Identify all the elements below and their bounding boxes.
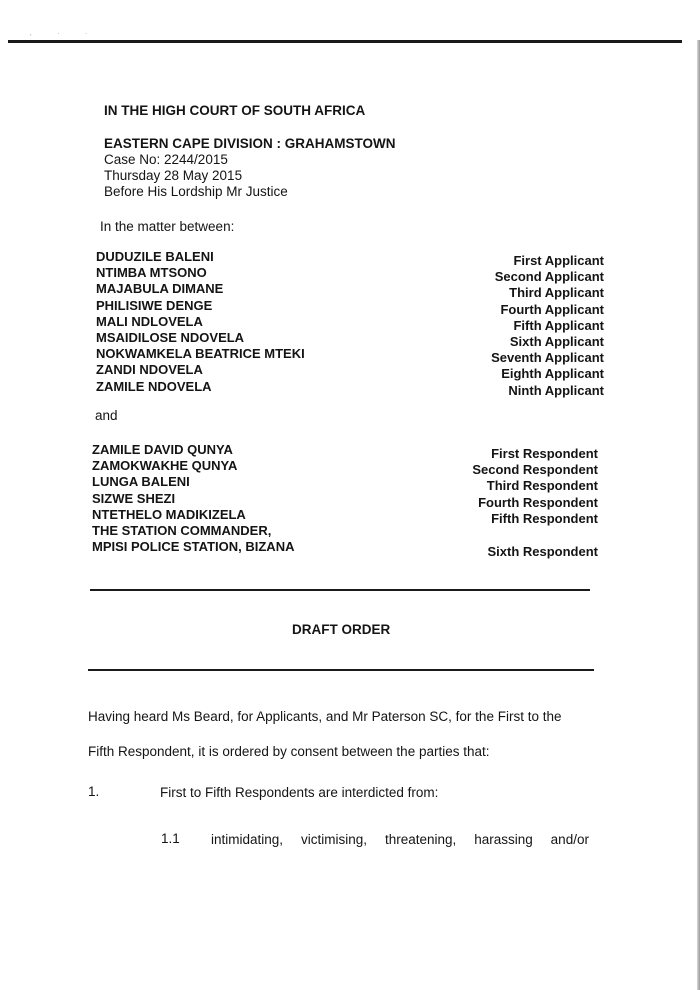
respondent-role: First Respondent xyxy=(491,446,598,461)
respondent-role: Second Respondent xyxy=(472,462,598,478)
applicants-names xyxy=(96,249,305,395)
applicant-name: DUDUZILE BALENI xyxy=(96,249,214,264)
applicant-name: PHILISIWE DENGE xyxy=(96,297,213,313)
applicant-role: Third Applicant xyxy=(509,285,604,301)
item-1-1-word: intimidating, xyxy=(211,832,284,847)
respondent-name: THE STATION COMMANDER, xyxy=(92,523,272,539)
item-1-1-word: harassing xyxy=(474,832,533,847)
applicant-role: Seventh Applicant xyxy=(491,350,604,366)
respondent-role: Fifth Respondent xyxy=(491,510,598,526)
court-name: IN THE HIGH COURT OF SOUTH AFRICA xyxy=(104,103,366,118)
item-1-1-number: 1.1 xyxy=(161,831,180,846)
scan-specks: , · · xyxy=(30,31,99,37)
intro-line-2: Fifth Respondent, it is ordered by consent between the parties that: xyxy=(88,744,490,759)
applicant-name: MSAIDILOSE NDOVELA xyxy=(96,330,245,346)
respondent-name: MPISI POLICE STATION, BIZANA xyxy=(92,539,295,555)
applicant-name: ZAMILE NDOVELA xyxy=(96,378,212,394)
applicant-role: Fourth Applicant xyxy=(500,301,604,317)
item-1-1-text xyxy=(211,832,589,847)
item-1-number: 1. xyxy=(88,784,100,799)
applicant-role: Ninth Applicant xyxy=(508,382,604,398)
respondent-role xyxy=(430,528,598,544)
before-judge: Before His Lordship Mr Justice xyxy=(104,184,288,199)
respondent-role: Fourth Respondent xyxy=(478,494,598,510)
court-division: EASTERN CAPE DIVISION : GRAHAMSTOWN xyxy=(104,136,396,151)
respondents-names xyxy=(92,442,294,555)
item-1-text: First to Fifth Respondents are interdicted from: xyxy=(160,785,439,800)
applicant-name: NOKWAMKELA BEATRICE MTEKI xyxy=(96,346,305,362)
matter-between: In the matter between: xyxy=(100,219,235,234)
item-1-1-word: and/or xyxy=(550,832,589,847)
applicant-name: MAJABULA DIMANE xyxy=(96,281,224,297)
item-1-1-word: victimising, xyxy=(300,832,367,847)
document-title: DRAFT ORDER xyxy=(292,622,391,637)
divider-line-top xyxy=(90,589,590,591)
applicant-name: ZANDI NDOVELA xyxy=(96,362,203,378)
applicant-role: Eighth Applicant xyxy=(501,366,604,382)
applicants-roles xyxy=(440,253,604,399)
respondent-name: ZAMILE DAVID QUNYA xyxy=(92,442,233,457)
respondent-name: ZAMOKWAKHE QUNYA xyxy=(92,458,238,474)
respondents-roles xyxy=(430,446,598,560)
item-1-1-word: threatening, xyxy=(384,832,457,847)
applicant-role: Fifth Applicant xyxy=(513,317,604,333)
divider-line-bottom xyxy=(88,669,594,671)
applicant-role: Second Applicant xyxy=(494,269,604,285)
and-separator: and xyxy=(95,408,118,423)
respondent-name: NTETHELO MADIKIZELA xyxy=(92,506,246,522)
respondent-name: SIZWE SHEZI xyxy=(92,490,176,506)
hearing-date: Thursday 28 May 2015 xyxy=(104,168,243,183)
intro-line-1: Having heard Ms Beard, for Applicants, and Mr Paterson SC, for the First to the xyxy=(88,709,562,724)
respondent-name: LUNGA BALENI xyxy=(92,474,190,490)
respondent-role: Third Respondent xyxy=(486,478,598,494)
top-border-line xyxy=(8,40,682,43)
applicant-name: NTIMBA MTSONO xyxy=(96,265,207,281)
applicant-role: First Applicant xyxy=(513,253,604,268)
case-number: Case No: 2244/2015 xyxy=(104,152,228,167)
applicant-role: Sixth Applicant xyxy=(509,334,604,350)
applicant-name: MALI NDLOVELA xyxy=(96,313,203,329)
respondent-role: Sixth Respondent xyxy=(487,544,598,560)
